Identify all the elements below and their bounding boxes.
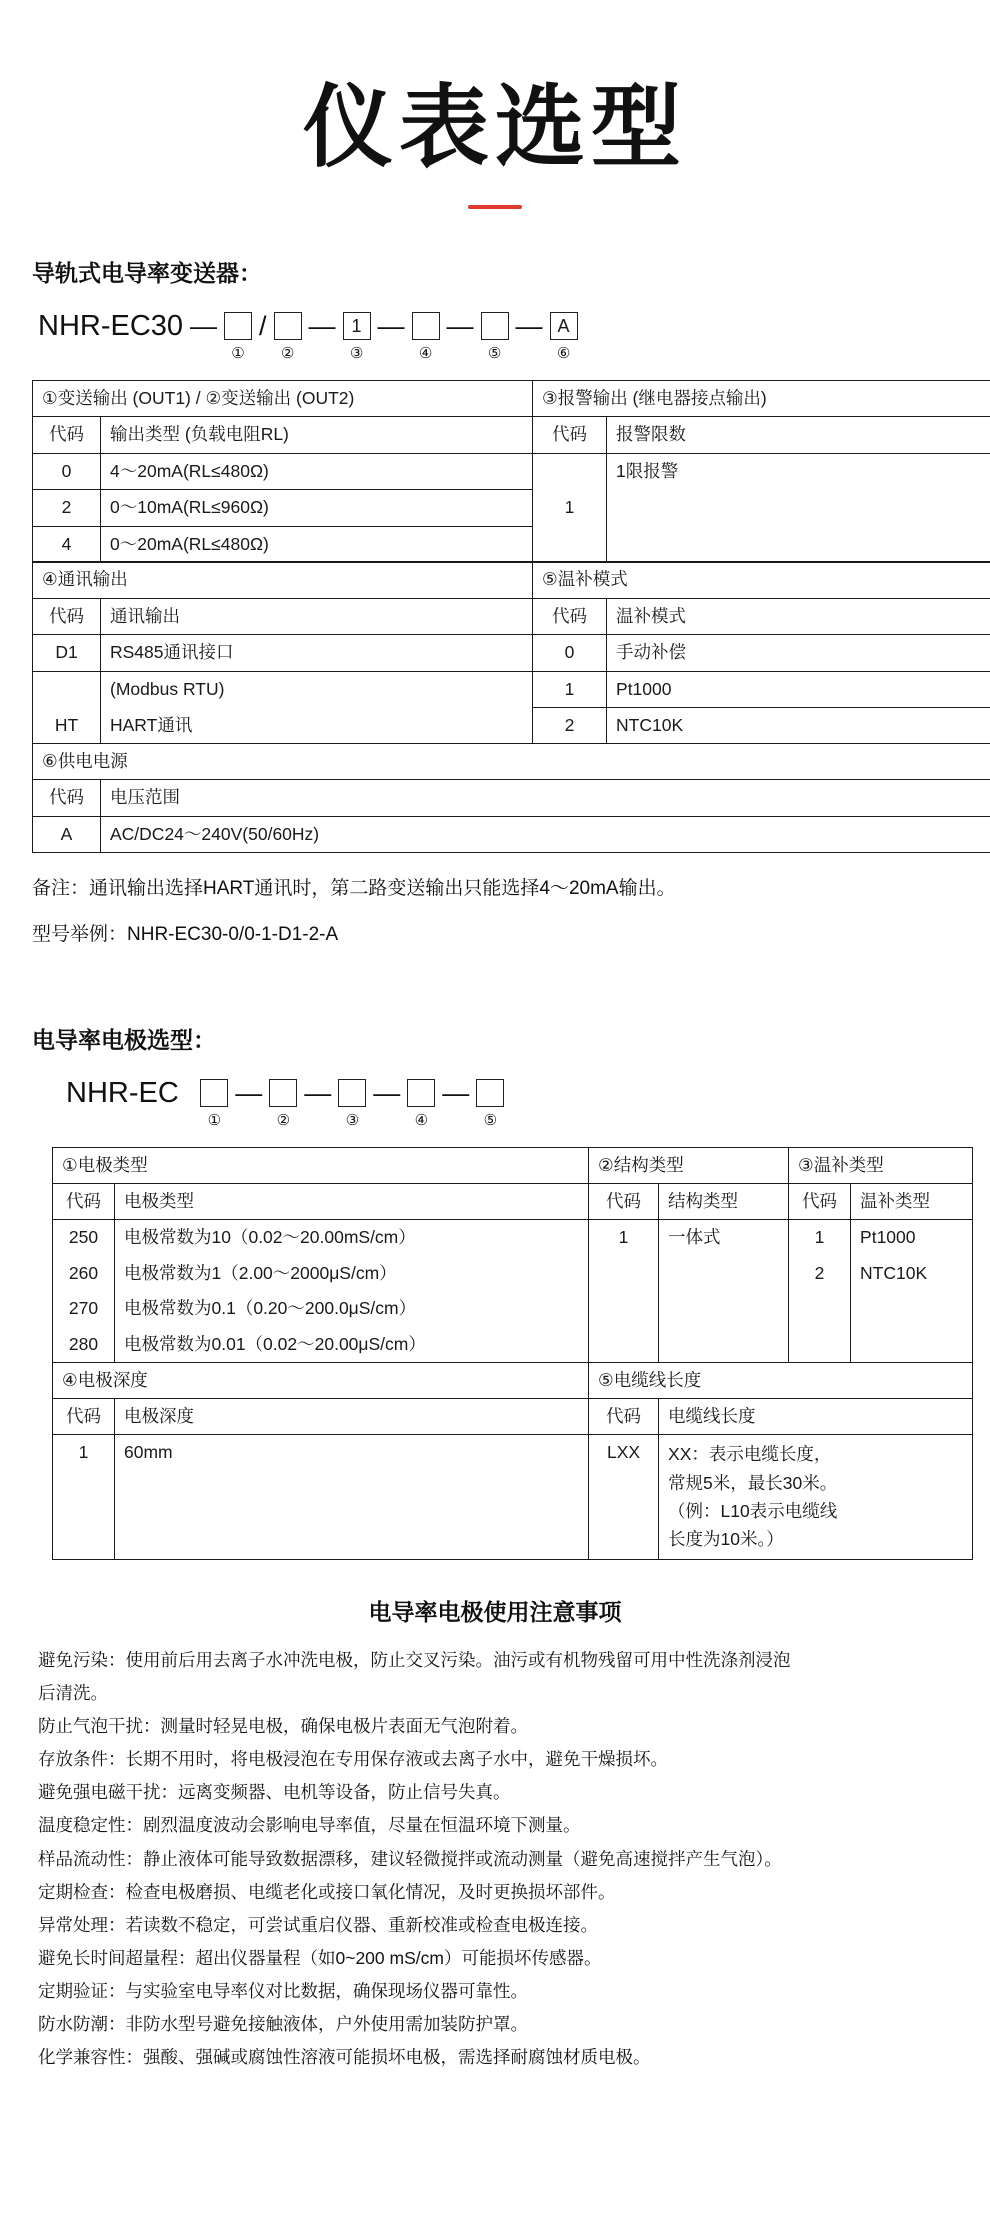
model-separator-e2: — xyxy=(304,1077,332,1108)
col-code: 代码 xyxy=(53,1184,115,1220)
model-prefix-electrode: NHR-EC xyxy=(66,1076,179,1109)
table-row xyxy=(33,780,990,816)
table-depth-cable xyxy=(52,1362,973,1560)
section-heading-electrode: 电导率电极选型： xyxy=(32,1026,216,1053)
cable-line-4: 长度为10米。） xyxy=(668,1529,784,1550)
electrode-slot-3-value xyxy=(338,1079,366,1107)
table-row xyxy=(53,1435,973,1559)
model-separator-e0 xyxy=(179,1073,201,1113)
usage-note-4: 避免强电磁干扰：远离变频器、电机等设备，防止信号失真。 xyxy=(38,1782,511,1803)
usage-note-6: 样品流动性：静止液体可能导致数据漂移，建议轻微搅拌或流动测量（避免高速搅拌产生气泡）。 xyxy=(38,1848,782,1869)
cell-code-alarm: 1 xyxy=(533,453,607,562)
model-separator-e3: — xyxy=(373,1077,401,1108)
usage-note-11: 防水防潮：非防水型号避免接触液体，户外使用需加装防护罩。 xyxy=(38,2014,528,2035)
usage-note-1-continued: 后清洗。 xyxy=(38,1682,108,1703)
cell-desc: AC/DC24～240V(50/60Hz) xyxy=(101,816,990,852)
cell-desc-structure: 一体式 xyxy=(659,1220,789,1363)
header-transmit-output: ①变送输出 (OUT1) / ②变送输出 (OUT2) xyxy=(33,381,533,417)
electrode-slot-1-index: ① xyxy=(207,1111,222,1129)
table-power-supply xyxy=(32,743,990,853)
cell-desc-tempcomp: NTC10K xyxy=(851,1256,973,1291)
model-separator-6: — xyxy=(515,311,543,341)
electrode-slot-2-value xyxy=(269,1079,297,1107)
col-electrode-type: 电极类型 xyxy=(115,1184,589,1220)
col-structure-type: 结构类型 xyxy=(659,1184,789,1220)
usage-notes-title: 电导率电极使用注意事项 xyxy=(368,1598,622,1625)
model-separator-3: — xyxy=(308,311,336,341)
cell-desc: 60mm xyxy=(115,1435,589,1559)
col-code: 代码 xyxy=(53,1398,115,1434)
table-row xyxy=(33,598,990,634)
cell-code-temp: 1 xyxy=(533,671,607,707)
header-electrode-type: ①电极类型 xyxy=(53,1147,589,1183)
cable-line-3: （例：L10表示电缆线 xyxy=(668,1500,838,1521)
model-slot-5-value xyxy=(481,312,509,340)
table-row xyxy=(33,707,990,743)
cell-spacer xyxy=(851,1291,973,1326)
cell-code xyxy=(33,671,101,707)
col-temp-mode: 温补模式 xyxy=(607,598,990,634)
table-row xyxy=(33,743,990,779)
electrode-slot-4-value xyxy=(407,1079,435,1107)
table-row xyxy=(53,1184,973,1220)
cell-code-temp: 0 xyxy=(533,635,607,671)
header-temp-comp-mode: ⑤温补模式 xyxy=(533,562,990,598)
cell-code: HT xyxy=(33,707,101,743)
cable-line-2: 常规5米，最长30米。 xyxy=(668,1472,838,1493)
model-slot-6-index: ⑥ xyxy=(556,345,571,362)
col-code-structure: 代码 xyxy=(589,1184,659,1220)
cell-desc-temp: NTC10K xyxy=(607,707,990,743)
cable-line-1: XX：表示电缆长度， xyxy=(668,1444,832,1465)
model-separator-e1: — xyxy=(235,1077,263,1108)
cell-code: 270 xyxy=(53,1291,115,1326)
table-row xyxy=(33,671,990,707)
usage-notes-list xyxy=(32,1645,958,2074)
cell-desc-temp: 手动补偿 xyxy=(607,635,990,671)
model-separator-2: / xyxy=(259,311,267,341)
cell-code: 4 xyxy=(33,526,101,562)
electrode-slot-5-index: ⑤ xyxy=(483,1111,498,1129)
cell-desc: HART通讯 xyxy=(101,707,533,743)
electrode-slot-5[interactable] xyxy=(476,1073,504,1129)
model-slot-4-index: ④ xyxy=(418,345,433,362)
usage-note-3: 存放条件：长期不用时，将电极浸泡在专用保存液或去离子水中，避免干燥损坏。 xyxy=(38,1749,668,1770)
table-row xyxy=(53,1398,973,1434)
model-slot-6-value: A xyxy=(550,312,578,340)
electrode-slot-4-index: ④ xyxy=(414,1111,429,1129)
header-structure-type: ②结构类型 xyxy=(589,1147,789,1183)
electrode-slot-2[interactable] xyxy=(269,1073,297,1129)
col-code-cable: 代码 xyxy=(589,1398,659,1434)
model-slot-2[interactable] xyxy=(274,306,302,362)
cell-spacer xyxy=(851,1327,973,1363)
header-tempcomp-type: ③温补类型 xyxy=(789,1147,973,1183)
cell-desc: 0～10mA(RL≤960Ω) xyxy=(101,490,533,526)
electrode-slot-1-value xyxy=(200,1079,228,1107)
cell-desc: 电极常数为1（2.00～2000μS/cm） xyxy=(115,1256,589,1291)
header-comm-output: ④通讯输出 xyxy=(33,562,533,598)
cell-code: 250 xyxy=(53,1220,115,1256)
cell-code: 1 xyxy=(53,1435,115,1559)
model-slot-3[interactable] xyxy=(343,306,371,362)
usage-note-2: 防止气泡干扰：测量时轻晃电极，确保电极片表面无气泡附着。 xyxy=(38,1715,528,1736)
header-cable-length: ⑤电缆线长度 xyxy=(589,1362,973,1398)
model-separator-e4: — xyxy=(442,1077,470,1108)
usage-note-10: 定期验证：与实验室电导率仪对比数据，确保现场仪器可靠性。 xyxy=(38,1981,528,2002)
usage-note-9: 避免长时间超量程：超出仪器量程（如0~200 mS/cm）可能损坏传感器。 xyxy=(38,1947,602,1968)
cell-desc: 电极常数为0.01（0.02～20.00μS/cm） xyxy=(115,1327,589,1363)
usage-note-7: 定期检查：检查电极磨损、电缆老化或接口氧化情况，及时更换损坏部件。 xyxy=(38,1881,616,1902)
cell-desc: 电极常数为0.1（0.20～200.0μS/cm） xyxy=(115,1291,589,1326)
usage-note-5: 温度稳定性：剧烈温度波动会影响电导率值，尽量在恒温环境下测量。 xyxy=(38,1815,581,1836)
cell-desc: (Modbus RTU) xyxy=(101,671,533,707)
cell-desc: 0～20mA(RL≤480Ω) xyxy=(101,526,533,562)
col-code-tempcomp: 代码 xyxy=(789,1184,851,1220)
cell-desc-cable xyxy=(659,1435,973,1559)
col-comm: 通讯输出 xyxy=(101,598,533,634)
table-row xyxy=(53,1147,973,1183)
model-slot-4-value xyxy=(412,312,440,340)
table-row xyxy=(33,562,990,598)
model-slot-6[interactable] xyxy=(550,306,578,362)
col-code: 代码 xyxy=(33,598,101,634)
cell-code: 0 xyxy=(33,453,101,489)
section-heading-transmitter: 导轨式电导率变送器： xyxy=(32,260,262,286)
col-depth: 电极深度 xyxy=(115,1398,589,1434)
model-slot-1-value xyxy=(224,312,252,340)
model-code-transmitter xyxy=(32,306,958,362)
table-row xyxy=(33,635,990,671)
col-voltage-range: 电压范围 xyxy=(101,780,990,816)
header-power-supply: ⑥供电电源 xyxy=(33,743,990,779)
electrode-slot-2-index: ② xyxy=(276,1111,291,1129)
model-slot-2-index: ② xyxy=(280,345,295,362)
table-output-alarm xyxy=(32,380,990,563)
table-row xyxy=(53,1291,973,1326)
model-separator-1: — xyxy=(190,311,218,341)
model-slot-4[interactable] xyxy=(412,306,440,362)
table-electrode-type xyxy=(52,1147,973,1363)
table-row xyxy=(53,1327,973,1363)
cell-code-tempcomp: 2 xyxy=(789,1256,851,1291)
page-title: 仪表选型 xyxy=(303,75,687,180)
cell-spacer xyxy=(789,1291,851,1326)
cell-desc-tempcomp: Pt1000 xyxy=(851,1220,973,1256)
col-tempcomp-type: 温补类型 xyxy=(851,1184,973,1220)
col-cable-length: 电缆线长度 xyxy=(659,1398,973,1434)
model-slot-1-index: ① xyxy=(231,345,245,362)
title-block xyxy=(32,0,958,209)
electrode-slot-3[interactable] xyxy=(338,1073,366,1129)
cell-code: 260 xyxy=(53,1256,115,1291)
table-row xyxy=(33,453,990,489)
model-slot-1[interactable] xyxy=(224,306,252,362)
note-hart: 备注：通讯输出选择HART通讯时，第二路变送输出只能选择4～20mA输出。 xyxy=(32,878,676,900)
cell-desc: 4～20mA(RL≤480Ω) xyxy=(101,453,533,489)
model-slot-3-index: ③ xyxy=(349,345,364,362)
cell-desc: 电极常数为10（0.02～20.00mS/cm） xyxy=(115,1220,589,1256)
cell-code: D1 xyxy=(33,635,101,671)
header-alarm-output: ③报警输出 (继电器接点输出) xyxy=(533,381,990,417)
electrode-slot-4[interactable] xyxy=(407,1073,435,1129)
table-row xyxy=(33,816,990,852)
cell-code-temp: 2 xyxy=(533,707,607,743)
usage-note-12: 化学兼容性：强酸、强碱或腐蚀性溶液可能损坏电极，需选择耐腐蚀材质电极。 xyxy=(38,2047,651,2068)
model-prefix: NHR-EC30 xyxy=(38,310,184,342)
electrode-slot-3-index: ③ xyxy=(345,1111,360,1129)
col-output-type: 输出类型 (负载电阻RL) xyxy=(101,417,533,453)
col-code: 代码 xyxy=(33,417,101,453)
usage-note-8: 异常处理：若读数不稳定，可尝试重启仪器、重新校准或检查电极连接。 xyxy=(38,1914,598,1935)
cell-code: 280 xyxy=(53,1327,115,1363)
table-comm-tempcomp xyxy=(32,561,990,744)
col-code-alarm: 代码 xyxy=(533,417,607,453)
cell-code: A xyxy=(33,816,101,852)
cell-code-cable: LXX xyxy=(589,1435,659,1559)
cell-code: 2 xyxy=(33,490,101,526)
cell-desc-temp: Pt1000 xyxy=(607,671,990,707)
table-row xyxy=(53,1220,973,1256)
table-row xyxy=(33,381,990,417)
model-slot-3-value: 1 xyxy=(343,312,371,340)
table-row xyxy=(53,1256,973,1291)
model-separator-4: — xyxy=(377,311,405,341)
model-slot-2-value xyxy=(274,312,302,340)
model-separator-5: — xyxy=(446,311,474,341)
cell-desc-alarm: 1限报警 xyxy=(607,453,990,562)
table-row xyxy=(53,1362,973,1398)
usage-note-1: 避免污染：使用前后用去离子水冲洗电极，防止交叉污染。油污或有机物残留可用中性洗涤剂浸泡 xyxy=(38,1649,791,1670)
header-electrode-depth: ④电极深度 xyxy=(53,1362,589,1398)
electrode-slot-5-value xyxy=(476,1079,504,1107)
note-model-example: 型号举例：NHR-EC30-0/0-1-D1-2-A xyxy=(32,924,339,946)
model-code-electrode xyxy=(32,1073,958,1129)
table-row xyxy=(33,417,990,453)
cell-spacer xyxy=(789,1327,851,1363)
cell-code-tempcomp: 1 xyxy=(789,1220,851,1256)
cell-desc: RS485通讯接口 xyxy=(101,635,533,671)
model-slot-5[interactable] xyxy=(481,306,509,362)
col-alarm-count: 报警限数 xyxy=(607,417,990,453)
col-code-temp: 代码 xyxy=(533,598,607,634)
col-code: 代码 xyxy=(33,780,101,816)
cell-code-structure: 1 xyxy=(589,1220,659,1363)
title-divider xyxy=(468,205,522,209)
electrode-slot-1[interactable] xyxy=(200,1073,228,1129)
model-slot-5-index: ⑤ xyxy=(487,345,502,362)
